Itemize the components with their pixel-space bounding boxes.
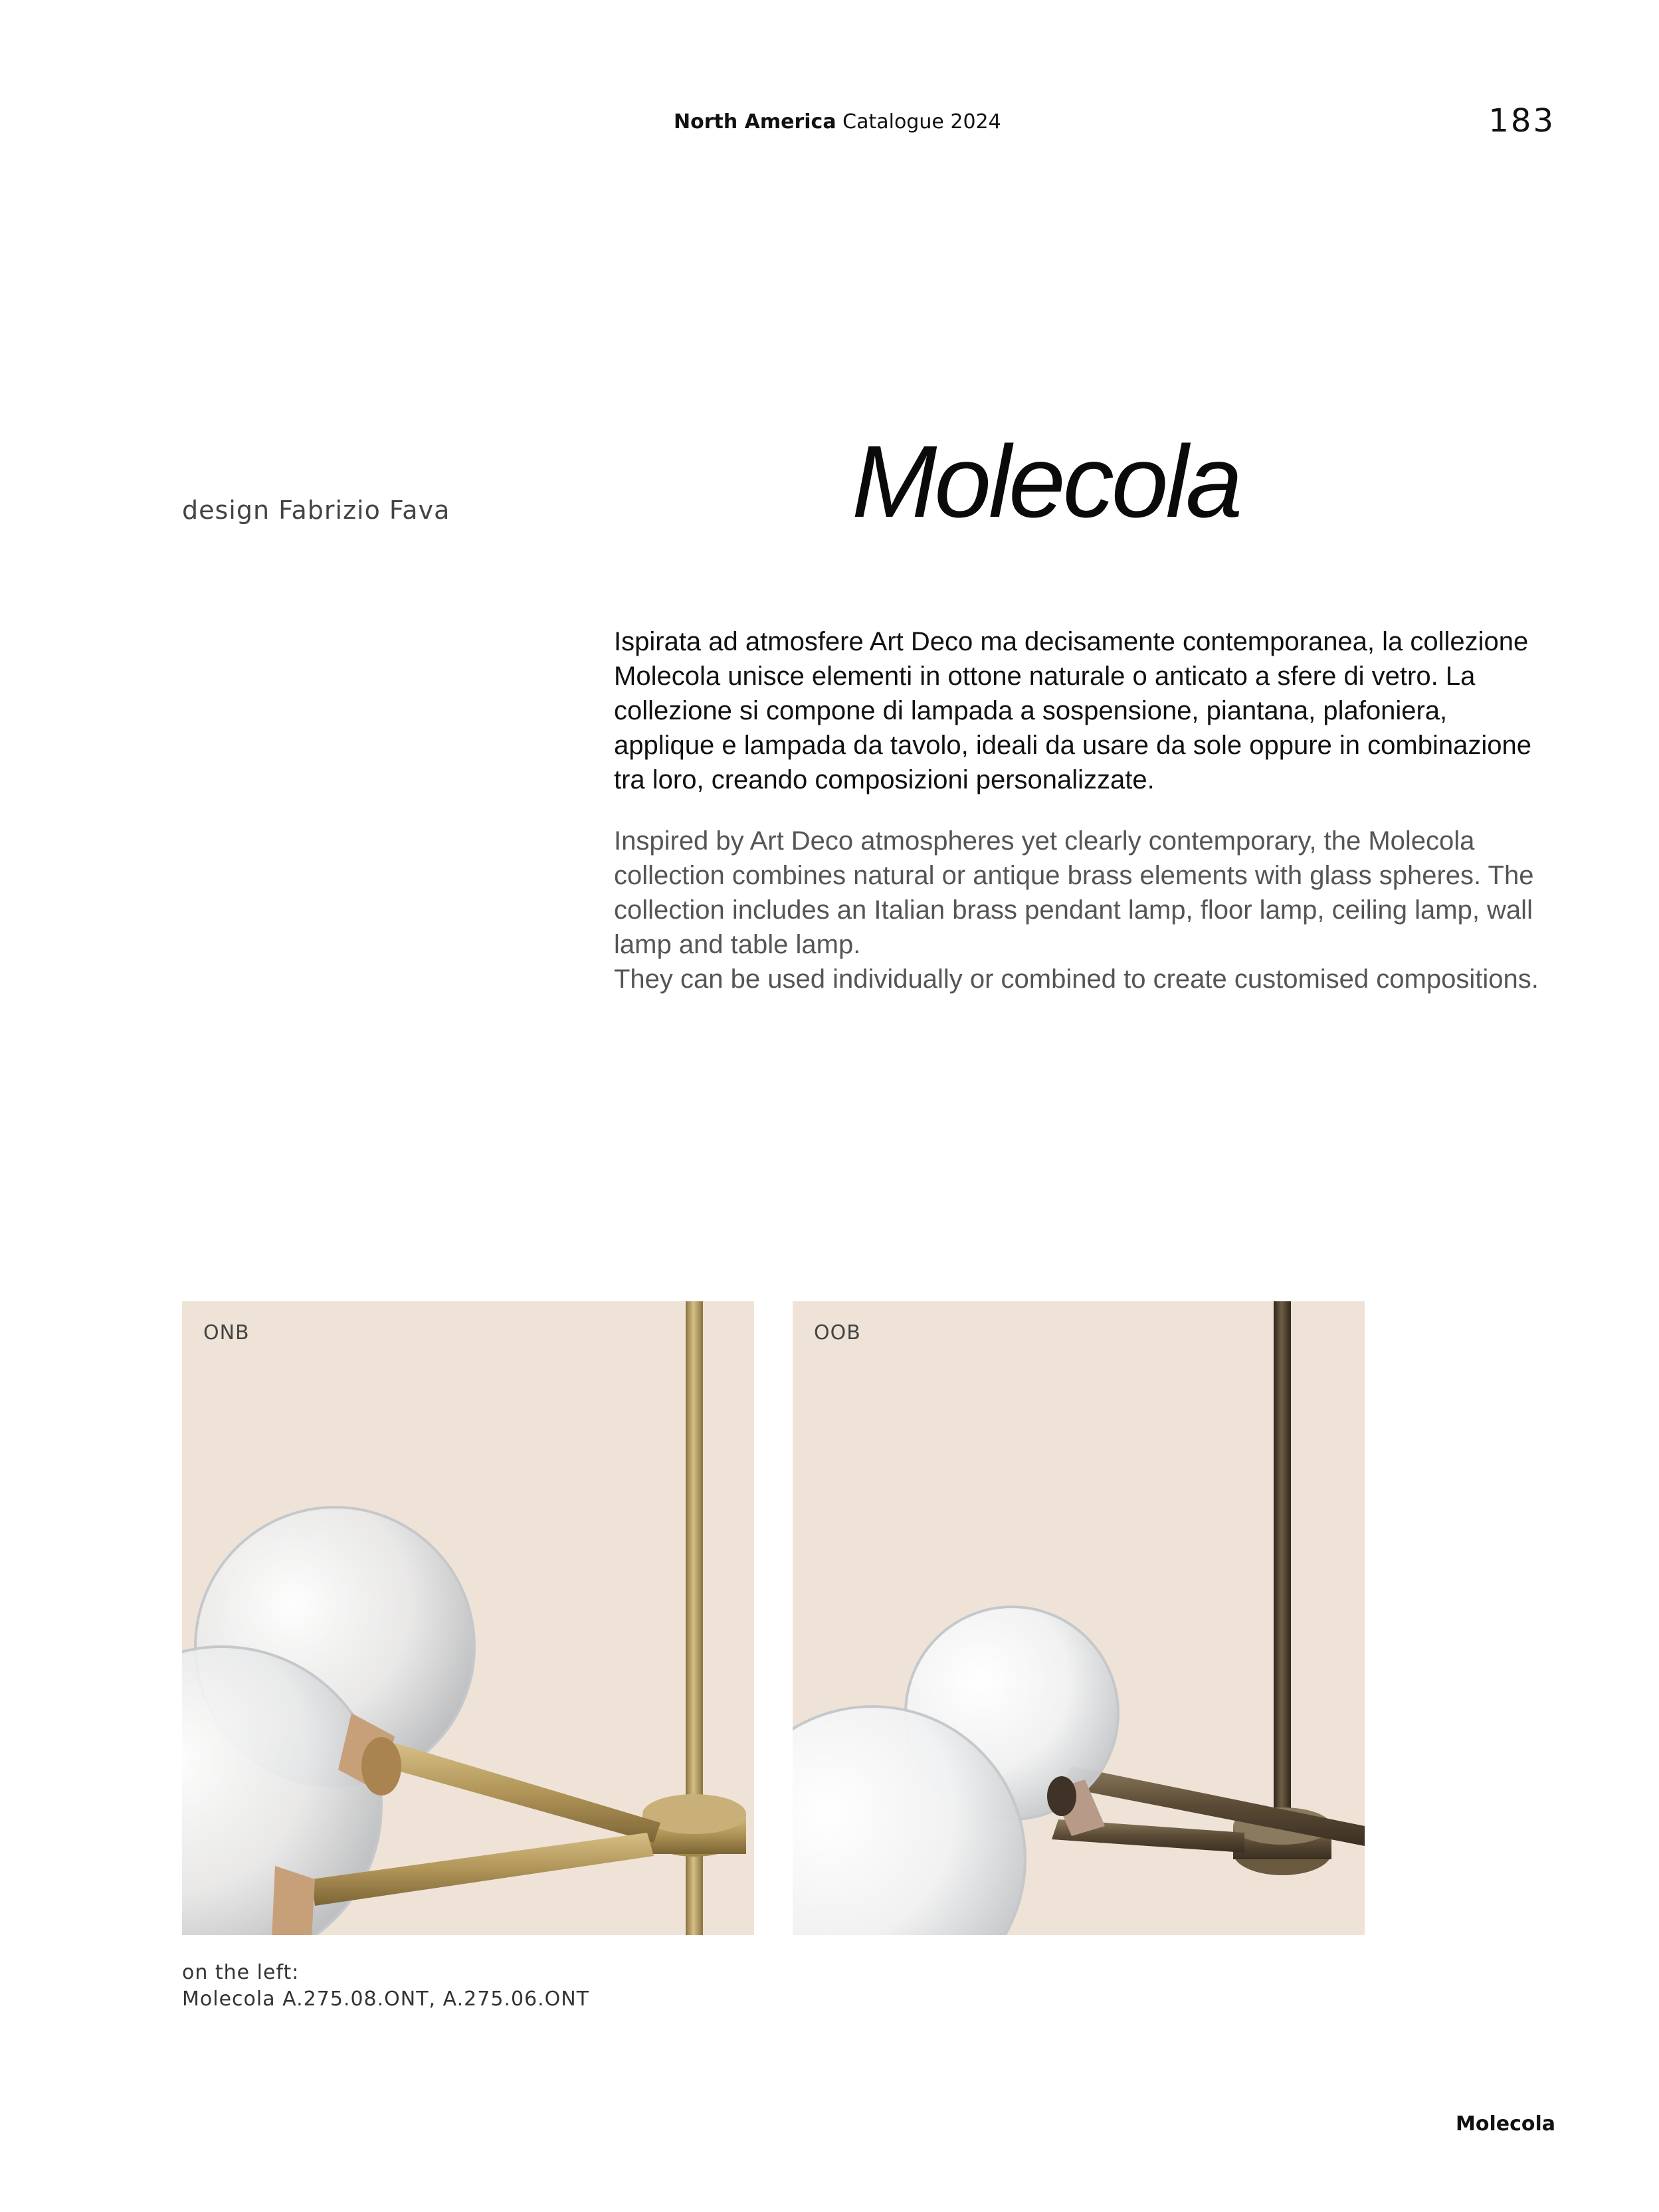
description-english [614,824,1551,996]
finish-code-label: OOB [814,1321,861,1344]
description-italian-text: Ispirata ad atmosfere Art Deco ma decisamente contemporanea, la collezione Molecola unisce elementi in ottone naturale o anticato a sfere di vetro. La collezione si compone di lampada a sospensione, piantana, plafoniera, applique e lampada da tavolo, ideali da usare da sole oppure in combinazione tra loro, creando composizioni personalizzate. [614,627,1531,794]
lamp-illustration-natural-brass [182,1301,754,1935]
product-photo-antique-brass [793,1301,1365,1935]
description-english-paragraph: Inspired by Art Deco atmospheres yet clearly contemporary, the Molecola collection combines natural or antique brass elements with glass spheres. The collection includes an Italian brass pendant lamp, floor lamp, ceiling lamp, wall lamp and table lamp. [614,826,1534,959]
page-number: 183 [1488,102,1555,139]
product-photo-natural-brass [182,1301,754,1935]
lamp-illustration-antique-brass [793,1301,1365,1935]
photo-caption [182,1960,589,2013]
header-catalogue: Catalogue 2024 [842,110,1001,134]
description-english-paragraph: They can be used individually or combined to create customised compositions. [614,965,1539,994]
lamp-rod [1274,1301,1291,1819]
caption-line: on the left: [182,1961,300,1984]
catalogue-header [674,110,1001,134]
designer-credit: design Fabrizio Fava [182,496,450,525]
page-title: Molecola [852,424,1240,539]
description-italian [614,624,1551,797]
finish-code-label: ONB [203,1321,250,1344]
lamp-arm [381,1743,660,1843]
header-brand: North America [674,110,836,134]
caption-line: Molecola A.275.08.ONT, A.275.06.ONT [182,1987,590,2011]
footer-section-name: Molecola [1455,2112,1555,2136]
